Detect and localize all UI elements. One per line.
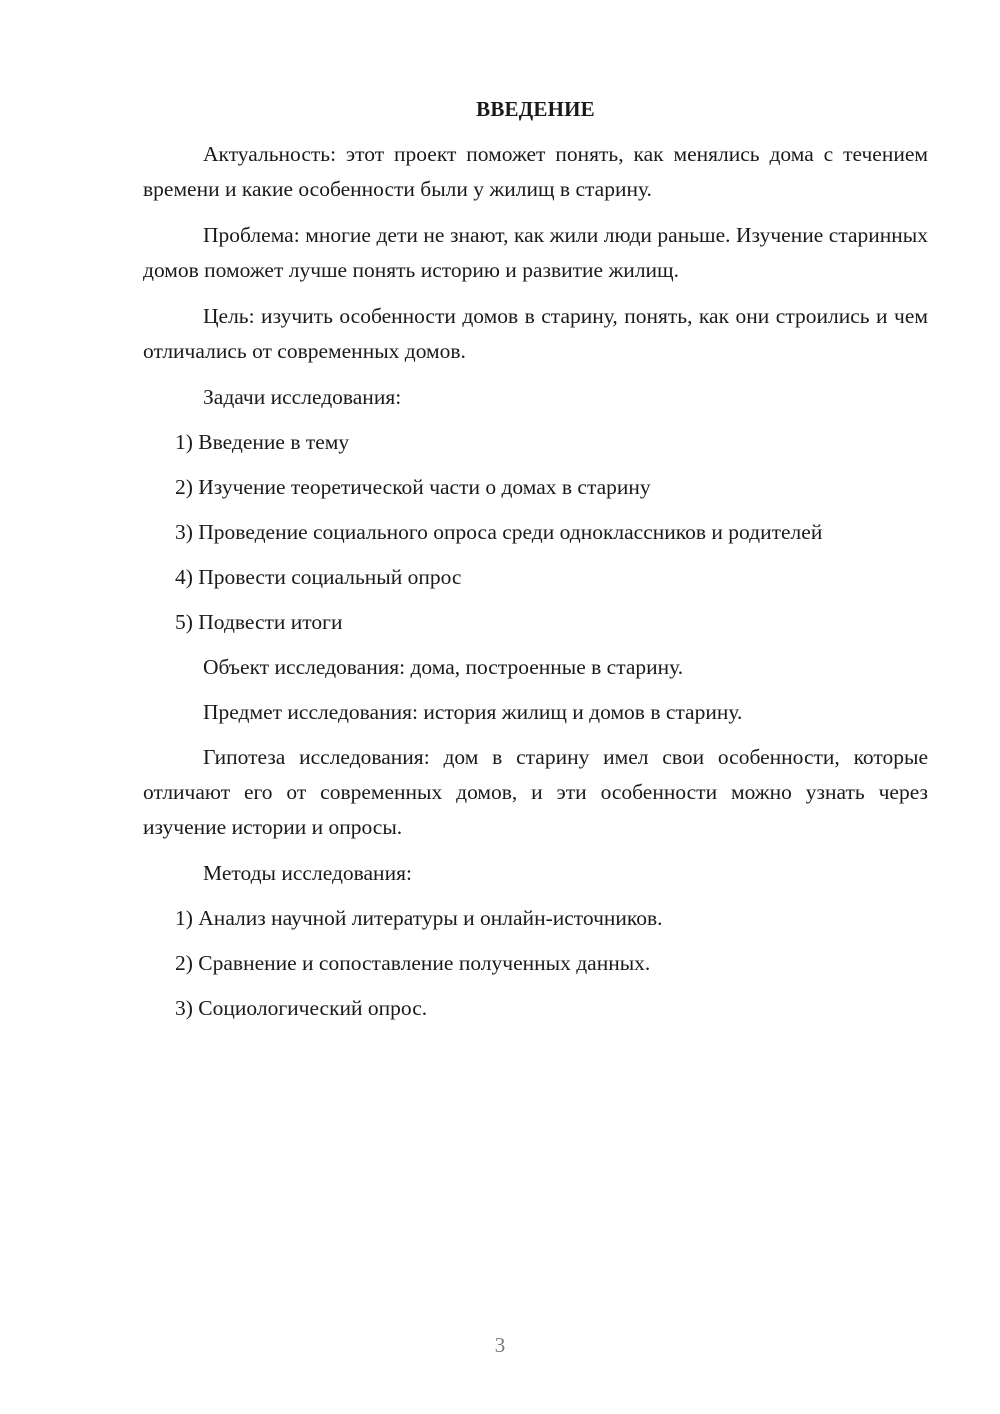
problem-paragraph: Проблема: многие дети не знают, как жили люди раньше. Изучение старинных домов поможет лучше понять историю и развитие жилищ. [143, 223, 928, 282]
relevance-paragraph: Актуальность: этот проект поможет понять, как менялись дома с течением времени и какие особенности были у жилищ в старину. [143, 142, 928, 201]
list-item: 2) Сравнение и сопоставление полученных данных. [175, 951, 651, 975]
subject-line: Предмет исследования: история жилищ и домов в старину. [203, 700, 743, 724]
methods-heading: Методы исследования: [203, 861, 412, 885]
list-item: 2) Изучение теоретической части о домах в старину [175, 475, 651, 499]
page-content [143, 92, 928, 1036]
tasks-list [143, 425, 928, 640]
list-item: 5) Подвести итоги [175, 610, 343, 634]
list-item: 1) Введение в тему [175, 430, 350, 454]
object-line: Объект исследования: дома, построенные в старину. [203, 655, 684, 679]
list-item: 3) Проведение социального опроса среди одноклассников и родителей [175, 520, 823, 544]
hypothesis-paragraph: Гипотеза исследования: дом в старину имел свои особенности, которые отличают его от современных домов, и эти особенности можно узнать через изучение истории и опросы. [143, 745, 928, 839]
goal-paragraph: Цель: изучить особенности домов в старину, понять, как они строились и чем отличались от современных домов. [143, 304, 928, 363]
methods-list [143, 901, 928, 1026]
section-title: ВВЕДЕНИЕ [476, 97, 595, 121]
page-number: 3 [494, 1333, 506, 1357]
tasks-heading: Задачи исследования: [203, 385, 402, 409]
list-item: 1) Анализ научной литературы и онлайн-источников. [175, 906, 663, 930]
list-item: 3) Социологический опрос. [175, 996, 428, 1020]
list-item: 4) Провести социальный опрос [175, 565, 462, 589]
